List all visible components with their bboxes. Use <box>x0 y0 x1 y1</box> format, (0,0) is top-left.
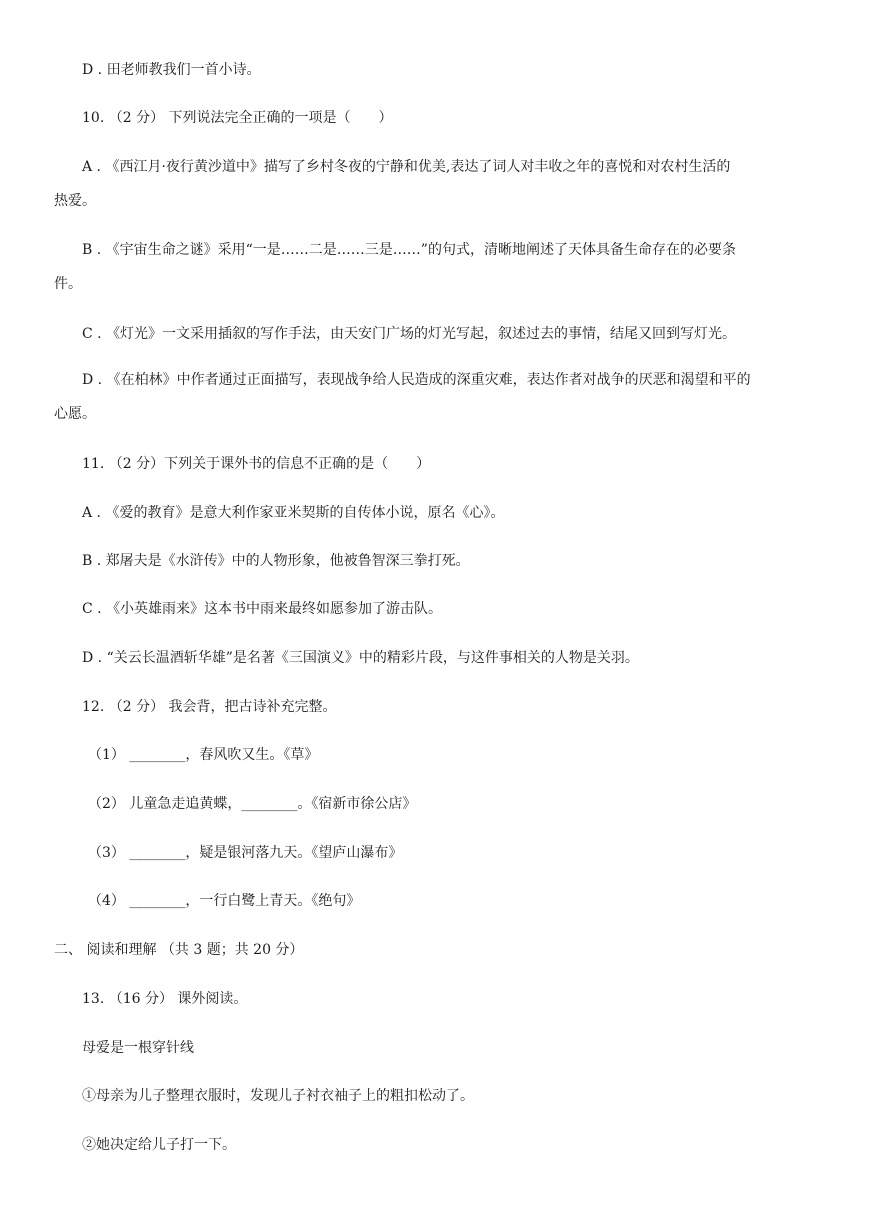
q11-option-a: A . 《爱的教育》是意大利作家亚米契斯的自传体小说，原名《心》。 <box>82 505 505 521</box>
q11-option-c: C . 《小英雄雨来》这本书中雨来最终如愿参加了游击队。 <box>82 601 443 617</box>
q13-stem: 13. （16 分） 课外阅读。 <box>82 991 248 1007</box>
q10-option-d-cont: 心愿。 <box>54 406 96 422</box>
q12-item-1: （1） ________，春风吹又生。《草》 <box>88 747 319 763</box>
q10-option-c: C . 《灯光》一文采用插叙的写作手法，由天安门广场的灯光写起，叙述过去的事情，结尾又回到写灯光。 <box>82 326 737 342</box>
passage-paragraph-1: ①母亲为儿子整理衣服时，发现儿子衬衣袖子上的粗扣松动了。 <box>82 1088 474 1104</box>
q11-stem: 11. （2 分）下列关于课外书的信息不正确的是（ ） <box>82 456 431 472</box>
q10-option-a-cont: 热爱。 <box>54 193 96 209</box>
q10-option-b: B . 《宇宙生命之谜》采用“一是……二是……三是……”的句式，清晰地阐述了天体具备生命存在的必要条 <box>82 242 736 258</box>
q10-stem: 10. （2 分） 下列说法完全正确的一项是（ ） <box>82 110 393 126</box>
q12-item-2: （2） 儿童急走追黄蝶，________。《宿新市徐公店》 <box>88 796 417 812</box>
q12-item-3: （3） ________，疑是银河落九天。《望庐山瀑布》 <box>88 845 403 861</box>
passage-paragraph-2: ②她决定给儿子打一下。 <box>82 1137 236 1153</box>
passage-title: 母爱是一根穿针线 <box>82 1040 194 1056</box>
q12-stem: 12. （2 分） 我会背，把古诗补充完整。 <box>82 699 337 715</box>
q12-item-4: （4） ________，一行白鹭上青天。《绝句》 <box>88 893 361 909</box>
section-heading: 二、 阅读和理解 （共 3 题；共 20 分） <box>54 942 304 958</box>
q11-option-b: B . 郑屠夫是《水浒传》中的人物形象，他被鲁智深三拳打死。 <box>82 553 470 569</box>
q9-option-d: D . 田老师教我们一首小诗。 <box>82 62 261 78</box>
q10-option-a: A . 《西江月·夜行黄沙道中》描写了乡村冬夜的宁静和优美,表达了词人对丰收之年的喜悦和对农村生活的 <box>82 159 731 175</box>
q11-option-d: D . “关云长温酒斩华雄”是名著《三国演义》中的精彩片段，与这件事相关的人物是关羽。 <box>82 650 639 666</box>
q10-option-d: D . 《在柏林》中作者通过正面描写，表现战争给人民造成的深重灾难，表达作者对战争的厌恶和渴望和平的 <box>82 372 751 388</box>
q10-option-b-cont: 件。 <box>54 276 82 292</box>
